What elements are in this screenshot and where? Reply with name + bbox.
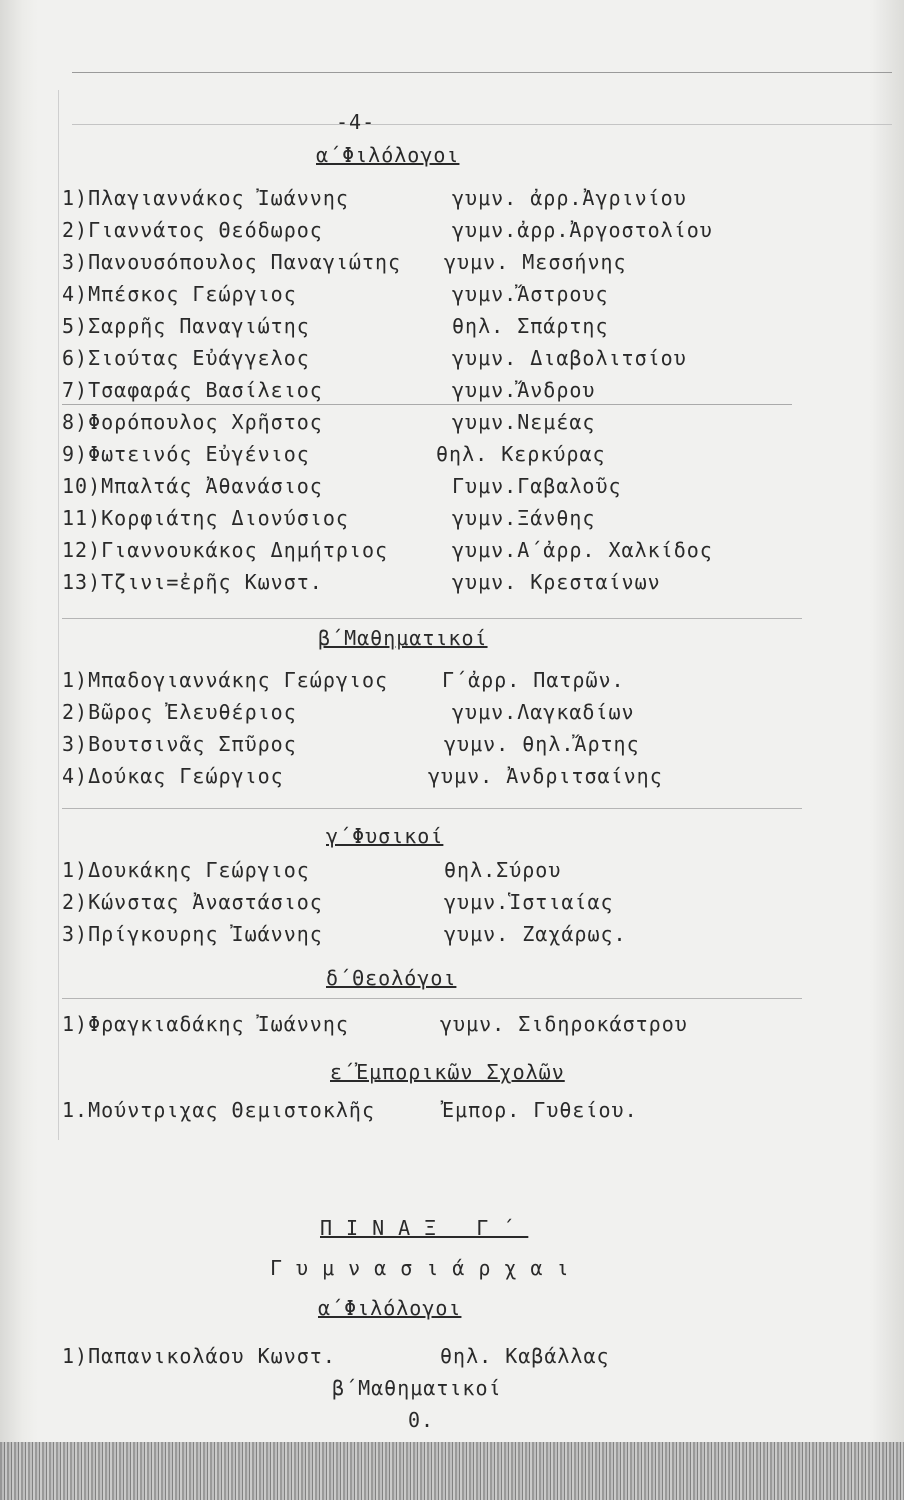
scan-bottom-strip	[0, 1442, 904, 1500]
row-name: 13)Τζινι=ἐρῆς Κωνστ.	[62, 570, 323, 594]
top-rule-2	[72, 124, 892, 125]
page-left-edge-shadow	[0, 0, 38, 1500]
row-school: γυμν.Α΄ἀρρ. Χαλκίδος	[452, 538, 713, 562]
pinax-row-name: 1)Παπανικολάου Κωνστ.	[62, 1344, 336, 1368]
row-school: γυμν.Λαγκαδίων	[452, 700, 635, 724]
section-rule	[62, 998, 802, 999]
row-name: 3)Πρίγκουρης Ἰωάννης	[62, 922, 323, 946]
row-school: γυμν. Μεσσήνης	[444, 250, 627, 274]
section-rule	[62, 618, 802, 619]
pinax-title: ΠΙΝΑΞ Γ΄	[320, 1216, 529, 1240]
row-name: 12)Γιαννουκάκος Δημήτριος	[62, 538, 389, 562]
pinax-sub-heading-2: β΄Μαθηματικοί	[332, 1376, 502, 1400]
row-school: γυμν.Νεμέας	[452, 410, 596, 434]
row-name: 7)Τσαφαράς Βασίλειος	[62, 378, 323, 402]
row-name: 1)Μπαδογιαννάκης Γεώργιος	[62, 668, 389, 692]
row-school: Γ΄ἀρρ. Πατρῶν.	[442, 668, 625, 692]
row-school: γυμν.Ξάνθης	[452, 506, 596, 530]
row-school: Ἐμπορ. Γυθείου.	[442, 1098, 638, 1122]
row-name: 11)Κορφιάτης Διονύσιος	[62, 506, 349, 530]
row-school: γυμν. ἀρρ.Ἀγρινίου	[452, 186, 687, 210]
section-rule	[62, 808, 802, 809]
section-heading-theologoi: δ΄Θεολόγοι	[326, 966, 457, 990]
row-name: 5)Σαρρῆς Παναγιώτης	[62, 314, 310, 338]
row-school: θηλ.Σύρου	[444, 858, 562, 882]
section-heading-mathematikoi: β΄Μαθηματικοί	[318, 626, 488, 650]
pinax-zero: 0.	[408, 1408, 435, 1432]
row-name: 1)Πλαγιαννάκος Ἰωάννης	[62, 186, 349, 210]
row-name: 4)Δούκας Γεώργιος	[62, 764, 284, 788]
margin-rule	[58, 90, 59, 1140]
row-name: 9)Φωτεινός Εὐγένιος	[62, 442, 310, 466]
row-school: Γυμν.Γαβαλοῦς	[452, 474, 622, 498]
row-rule	[62, 404, 792, 405]
row-school: θηλ. Σπάρτης	[452, 314, 609, 338]
row-name: 2)Κώνστας Ἀναστάσιος	[62, 890, 323, 914]
row-name: 1)Φραγκιαδάκης Ἰωάννης	[62, 1012, 349, 1036]
row-name: 1)Δουκάκης Γεώργιος	[62, 858, 310, 882]
row-school: γυμν.Ἱστιαίας	[444, 890, 614, 914]
row-school: γυμν. Ἀνδριτσαίνης	[428, 764, 663, 788]
row-name: 3)Βουτσινᾶς Σπῦρος	[62, 732, 297, 756]
pinax-sub-heading: α΄Φιλόλογοι	[318, 1296, 462, 1320]
row-name: 1.Μούντριχας Θεμιστοκλῆς	[62, 1098, 375, 1122]
pinax-subtitle: Γυμνασιάρχαι	[270, 1256, 583, 1280]
row-school: γυμν.ἀρρ.Ἀργοστολίου	[452, 218, 713, 242]
pinax-row-school: θηλ. Καβάλλας	[440, 1344, 610, 1368]
row-name: 4)Μπέσκος Γεώργιος	[62, 282, 297, 306]
section-heading-emporikon-scholon: ε΄Ἐμπορικῶν Σχολῶν	[330, 1060, 565, 1084]
section-heading-philologoi: α΄Φιλόλογοι	[316, 143, 460, 167]
page-number: -4-	[336, 110, 376, 134]
page-right-edge-shadow	[870, 0, 904, 1500]
row-school: γυμν. Ζαχάρως.	[444, 922, 627, 946]
row-school: γυμν.Ἄστρους	[452, 282, 609, 306]
row-name: 6)Σιούτας Εὐάγγελος	[62, 346, 310, 370]
row-name: 10)Μπαλτάς Ἀθανάσιος	[62, 474, 323, 498]
row-name: 2)Βῶρος Ἐλευθέριος	[62, 700, 297, 724]
row-school: θηλ. Κερκύρας	[436, 442, 606, 466]
top-rule	[72, 72, 892, 73]
row-name: 8)Φορόπουλος Χρῆστος	[62, 410, 323, 434]
row-school: γυμν. Διαβολιτσίου	[452, 346, 687, 370]
row-school: γυμν. Σιδηροκάστρου	[440, 1012, 688, 1036]
row-school: γυμν. θηλ.Ἄρτης	[444, 732, 640, 756]
row-school: γυμν. Κρεσταίνων	[452, 570, 661, 594]
row-school: γυμν.Ἄνδρου	[452, 378, 596, 402]
section-heading-physikoi: γ΄Φυσικοί	[326, 824, 444, 848]
row-name: 3)Πανουσόπουλος Παναγιώτης	[62, 250, 402, 274]
row-name: 2)Γιαννάτος Θεόδωρος	[62, 218, 323, 242]
